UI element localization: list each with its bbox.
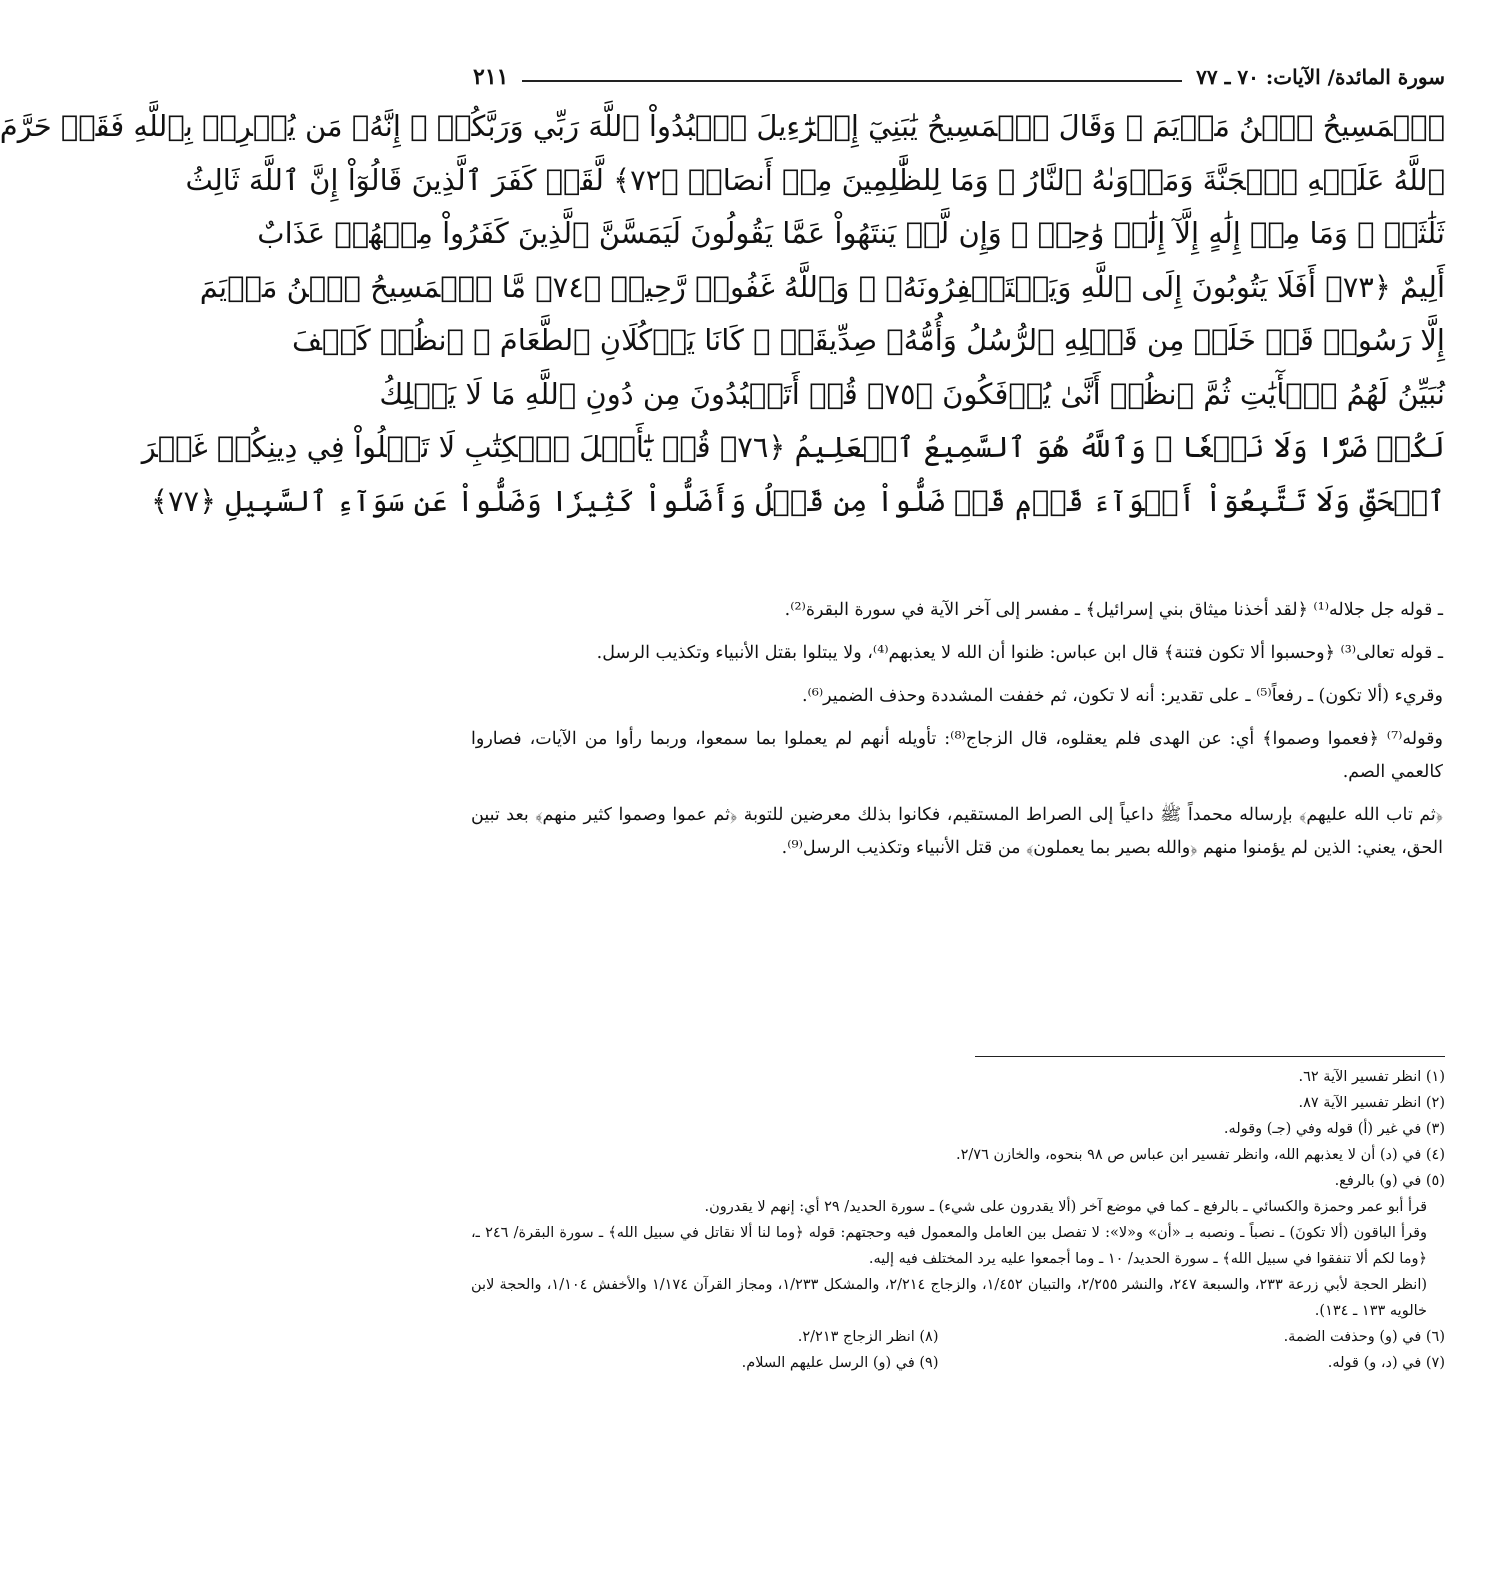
page-number: ٢١١ [473, 64, 509, 90]
footnote: (٢) انظر تفسير الآية ٨٧. [1298, 1095, 1445, 1111]
quran-line: أَلِيمٌ ﴿٧٣﴾ أَفَلَا يَتُوبُونَ إِلَى ٱللَّهِ وَيَسۡتَغۡفِرُونَهُۥ ۚ وَٱللَّهُ غَفُورٞ رَّحِيمٞ ﴿٧٤﴾ مَّا ٱلۡمَسِيحُ ٱبۡنُ مَرۡيَمَ [199, 269, 1445, 304]
commentary-paragraph: ﴿ثم تاب الله عليهم﴾ بإرساله محمداً ﷺ داعياً إلى الصراط المستقيم، فكانوا بذلك معرضين للتوبة ﴿ثم عموا وصموا كثير منهم﴾ بعد تبين الحق، يعني: الذين لم يؤمنوا منهم ﴿والله بصير بما يعملون﴾ من قتل الأنبياء وتكذيب الرسل⁽⁹⁾. [471, 805, 1443, 858]
quran-line: ٱللَّهُ عَلَيۡهِ ٱلۡجَنَّةَ وَمَأۡوَىٰهُ ٱلنَّارُ ۖ وَمَا لِلظَّٰلِمِينَ مِنۡ أَنصَارٖ ﴿٧٢﴾ لَّقَدۡ كَفَرَ ٱلَّذِينَ قَالُوٓاْ إِنَّ ٱللَّهَ ثَالِثُ [185, 162, 1445, 197]
quran-line: نُبَيِّنُ لَهُمُ ٱلۡأٓيَٰتِ ثُمَّ ٱنظُرۡ أَنَّىٰ يُؤۡفَكُونَ ﴿٧٥﴾ قُلۡ أَتَعۡبُدُونَ مِن دُونِ ٱللَّهِ مَا لَا يَمۡلِكُ [379, 376, 1445, 411]
footnote: (١) انظر تفسير الآية ٦٢. [1298, 1069, 1445, 1085]
commentary-paragraph: وقريء (ألا تكون) ـ رفعاً⁽⁵⁾ ـ على تقدير: أنه لا تكون، ثم خففت المشددة وحذف الضمير⁽⁶⁾. [801, 686, 1443, 706]
footnote: (٩) في (و) الرسل عليهم السلام. [741, 1355, 939, 1371]
footnote-continuation: قرأ أبو عمر وحمزة والكسائي ـ بالرفع ـ كما في موضع آخر (ألا يقدرون على شيء) ـ سورة الحديد/ ٢٩ أي: إنهم لا يقدرون. [704, 1199, 1427, 1215]
quran-line: إِلَّا رَسُولٞ قَدۡ خَلَتۡ مِن قَبۡلِهِ ٱلرُّسُلُ وَأُمُّهُۥ صِدِّيقَةٞ ۖ كَانَا يَأۡكُلَانِ ٱلطَّعَامَ ۗ ٱنظُرۡ كَيۡفَ [292, 323, 1445, 357]
quran-text-block [0, 100, 1445, 528]
footnote: (٨) انظر الزجاج ٢/٢١٣. [797, 1329, 939, 1345]
quran-line: لَكُمۡ ضَرّٗا وَلَا نَفۡعٗا ۚ وَٱللَّهُ هُوَ ٱلسَّمِيعُ ٱلۡعَلِيمُ ﴿٧٦﴾ قُلۡ يَٰٓأَهۡلَ ٱلۡكِتَٰبِ لَا تَغۡلُواْ فِي دِينِكُمۡ غَيۡرَ [141, 430, 1445, 464]
commentary-paragraph: وقوله⁽⁷⁾ ﴿فعموا وصموا﴾ أي: عن الهدى فلم يعقلوه، قال الزجاج⁽⁸⁾: تأويله أنهم لم يعملوا بما سمعوا، وربما رأوا من الآيات، فصاروا كالعمي الصم. [471, 729, 1443, 782]
quran-line: ٱلۡمَسِيحُ ٱبۡنُ مَرۡيَمَ ۖ وَقَالَ ٱلۡمَسِيحُ يَٰبَنِيٓ إِسۡرَٰٓءِيلَ ٱعۡبُدُواْ ٱللَّهَ رَبِّي وَرَبَّكُمۡ ۖ إِنَّهُۥ مَن يُشۡرِكۡ بِٱللَّهِ فَقَدۡ حَرَّمَ [0, 109, 1445, 143]
quran-line: ٱلۡحَقِّ وَلَا تَتَّبِعُوٓاْ أَهۡوَآءَ قَوۡمٖ قَدۡ ضَلُّواْ مِن قَبۡلُ وَأَضَلُّواْ كَثِيرٗا وَضَلُّواْ عَن سَوَآءِ ٱلسَّبِيلِ ﴿٧٧﴾ [150, 483, 1445, 518]
footnote-divider [975, 1056, 1445, 1057]
page-header [473, 62, 1445, 92]
footnote: (٧) في (د، و) قوله. [1327, 1355, 1445, 1371]
footnote-column-right [977, 1324, 1445, 1376]
footnote: (٥) في (و) بالرفع. [1334, 1173, 1445, 1189]
footnote-continuation: (انظر الحجة لأبي زرعة ٢٣٣، والسبعة ٢٤٧، والنشر ٢/٢٥٥، والتبيان ١/٤٥٢، والزجاج ٢/٢١٤، والمشكل ١/٢٣٣، ومجاز القرآن ١/١٧٤ والأخفش ١/١٠٤، والحجة لابن خالويه ١٣٣ ـ ١٣٤). [471, 1277, 1428, 1319]
commentary-block [471, 594, 1443, 875]
footnote-column-left [471, 1324, 939, 1376]
surah-title: سورة المائدة/ الآيات: ٧٠ ـ ٧٧ [1196, 65, 1445, 89]
footnote: (٦) في (و) وحذفت الضمة. [1283, 1329, 1445, 1345]
quran-line: ثَلَٰثَةٖ ۘ وَمَا مِنۡ إِلَٰهٍ إِلَّآ إِلَٰهٞ وَٰحِدٞ ۚ وَإِن لَّمۡ يَنتَهُواْ عَمَّا يَقُولُونَ لَيَمَسَّنَّ ٱلَّذِينَ كَفَرُواْ مِنۡهُمۡ عَذَابٌ [257, 216, 1445, 250]
commentary-paragraph: ـ قوله تعالى⁽³⁾ ﴿وحسبوا ألا تكون فتنة﴾ قال ابن عباس: ظنوا أن الله لا يعذبهم⁽⁴⁾، ولا يبتلوا بقتل الأنبياء وتكذيب الرسل. [596, 643, 1443, 663]
footnote-continuation: وقرأ الباقون (ألا تكونَ) ـ نصباً ـ ونصبه بـ «أن» و«لا»: لا تفصل بين العامل والمعمول فيه وحجتهم: قوله ﴿وما لنا ألا نقاتل في سبيل الله﴾ ـ سورة البقرة/ ٢٤٦ ـ، ﴿وما لكم ألا تنفقوا في سبيل الله﴾ ـ سورة الحديد/ ١٠ ـ وما أجمعوا عليه يرد المختلف فيه إليه. [471, 1225, 1427, 1267]
footnote: (٤) في (د) أن لا يعذبهم الله، وانظر تفسير ابن عباس ص ٩٨ بنحوه، والخازن ٢/٧٦. [956, 1147, 1445, 1163]
header-rule [522, 80, 1182, 82]
footnote-columns [471, 1324, 1445, 1376]
commentary-paragraph: ـ قوله جل جلاله⁽¹⁾ ﴿لقد أخذنا ميثاق بني إسرائيل﴾ ـ مفسر إلى آخر الآية في سورة البقرة⁽²⁾. [784, 600, 1443, 620]
footnote: (٣) في غير (أ) قوله وفي (جـ) وقوله. [1223, 1121, 1445, 1137]
footnotes-block [471, 1064, 1445, 1376]
